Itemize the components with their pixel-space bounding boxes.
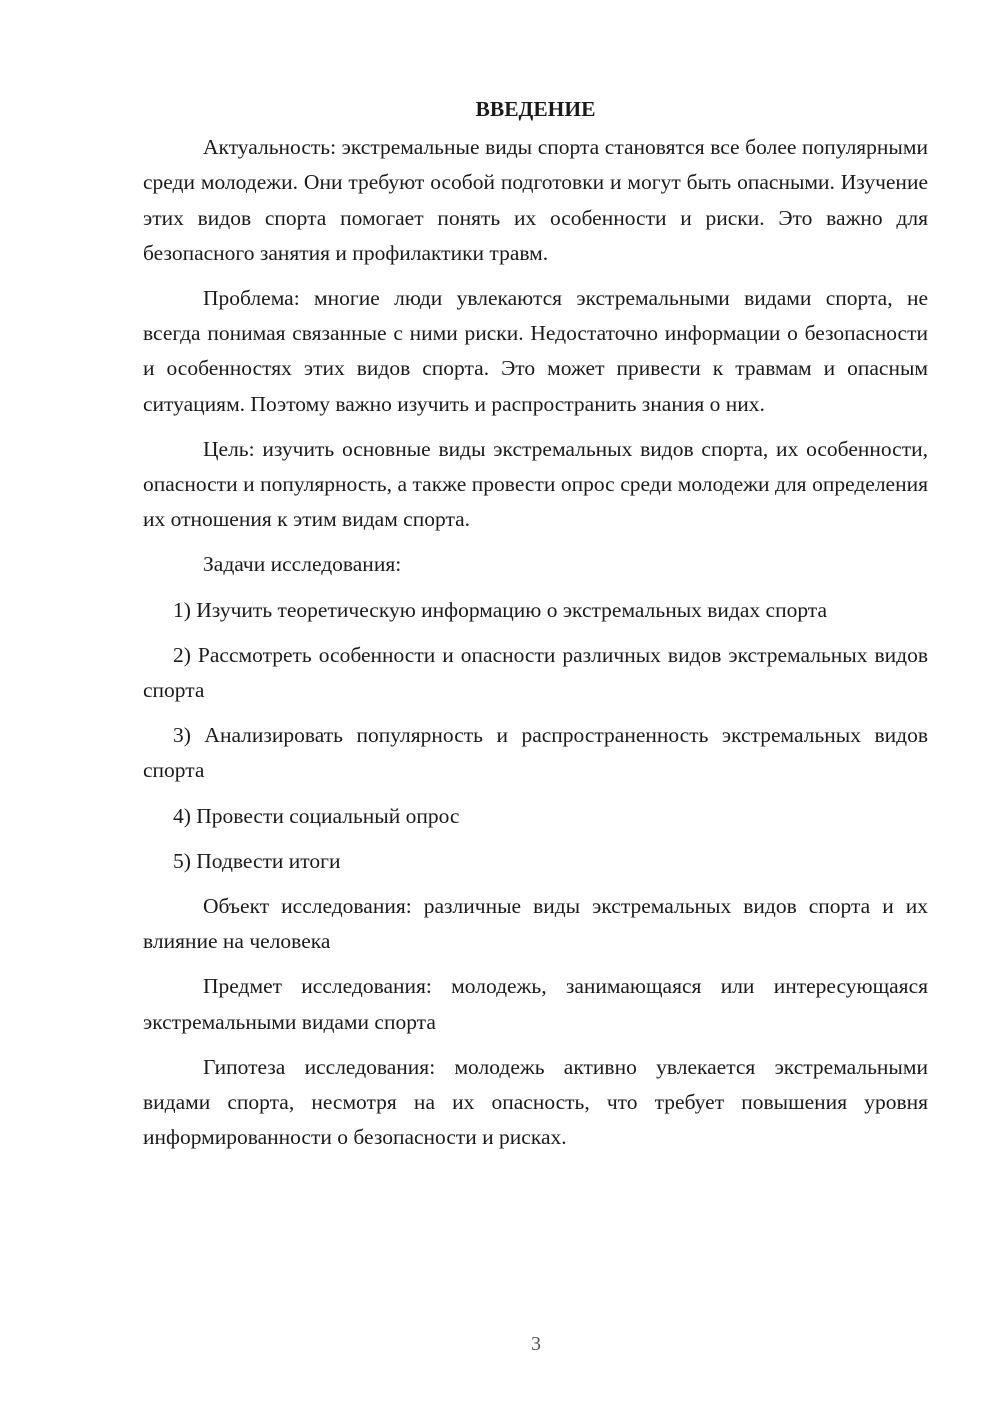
page-number: 3 [531,1333,541,1355]
task-item-5: 5) Подвести итоги [173,848,341,873]
hypothesis-paragraph: Гипотеза исследования: молодежь активно увлекается экстремальными видами спорта, несмотря на их опасность, что требует повышения уровня информированности о безопасности и рисках. [143,1054,928,1150]
page-title: ВВЕДЕНИЕ [475,97,596,121]
task-item-3: 3) Анализировать популярность и распространенность экстремальных видов спорта [143,723,928,783]
problem-paragraph: Проблема: многие люди увлекаются экстремальными видами спорта, не всегда понимая связанные с ними риски. Недостаточно информации о безопасности и особенностях этих видов спорта. Это может привести к травмам и опасным ситуациям. Поэтому важно изучить и распространить знания о них. [143,286,928,416]
subject-paragraph: Предмет исследования: молодежь, занимающаяся или интересующаяся экстремальными видами спорта [143,974,928,1034]
tasks-heading: Задачи исследования: [203,552,402,577]
task-item-2: 2) Рассмотреть особенности и опасности различных видов экстремальных видов спорта [143,642,928,703]
object-paragraph: Объект исследования: различные виды экстремальных видов спорта и их влияние на человека [143,894,928,954]
relevance-paragraph: Актуальность: экстремальные виды спорта становятся все более популярными среди молодежи. Они требуют особой подготовки и могут быть опасными. Изучение этих видов спорта помогает понять их особенности и риски. Это важно для безопасного занятия и профилактики травм. [143,135,928,265]
task-item-4: 4) Провести социальный опрос [173,803,460,828]
task-item-1: 1) Изучить теоретическую информацию о экстремальных видах спорта [173,597,827,622]
goal-paragraph: Цель: изучить основные виды экстремальных видов спорта, их особенности, опасности и популярность, а также провести опрос среди молодежи для определения их отношения к этим видам спорта. [143,436,928,532]
document-page [143,92,928,1165]
